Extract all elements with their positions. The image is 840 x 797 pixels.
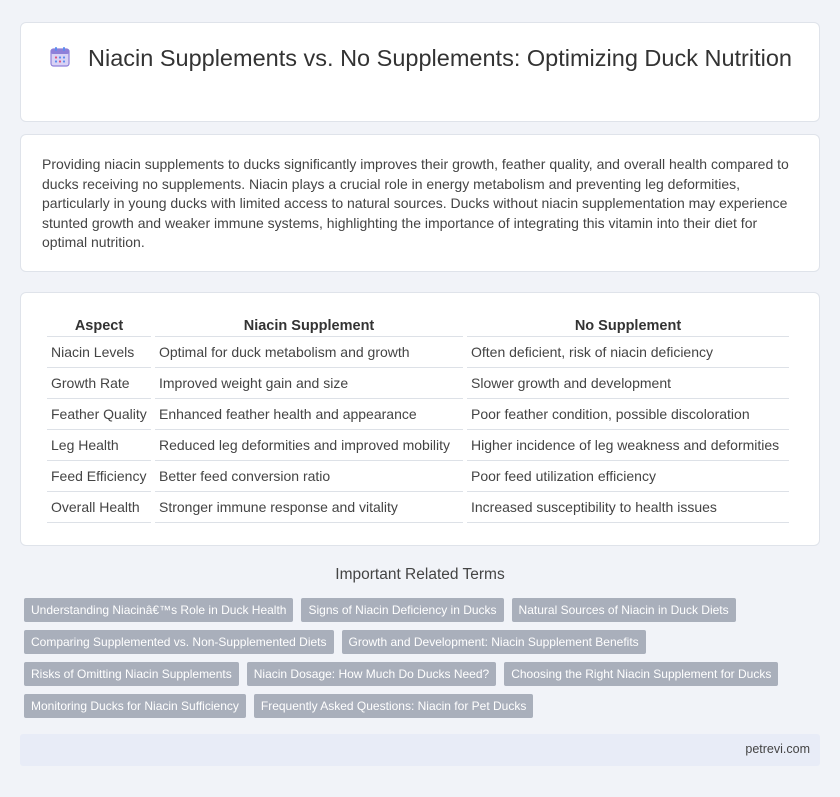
table-cell: Higher incidence of leg weakness and deformities [467,430,789,461]
related-terms-heading: Important Related Terms [335,566,505,583]
title-row [21,43,819,73]
table-row [47,368,789,399]
table-cell: Poor feed utilization efficiency [467,461,789,492]
table-row [47,430,789,461]
column-header-aspect: Aspect [47,315,151,337]
table-row [47,492,789,523]
title-card [20,22,820,122]
calendar-icon [48,45,72,69]
footer-bar [20,734,820,766]
table-cell: Enhanced feather health and appearance [155,399,463,430]
table-row [47,461,789,492]
page-title: Niacin Supplements vs. No Supplements: Optimizing Duck Nutrition [88,45,792,71]
table-cell: Growth Rate [47,368,151,399]
table-cell: Poor feather condition, possible discoloration [467,399,789,430]
table-cell: Niacin Levels [47,337,151,368]
table-row [47,337,789,368]
comparison-table [43,315,793,523]
table-cell: Leg Health [47,430,151,461]
table-cell: Often deficient, risk of niacin deficiency [467,337,789,368]
table-header-row [47,315,789,337]
column-header-niacin-supplement: Niacin Supplement [155,315,463,337]
related-term-link[interactable]: Natural Sources of Niacin in Duck Diets [512,598,736,622]
related-term-link[interactable]: Risks of Omitting Niacin Supplements [24,662,239,686]
related-term-link[interactable]: Understanding Niacinâ€™s Role in Duck Health [24,598,293,622]
related-terms-list [24,598,804,718]
table-cell: Feed Efficiency [47,461,151,492]
table-cell: Better feed conversion ratio [155,461,463,492]
intro-card [20,134,820,272]
related-term-link[interactable]: Frequently Asked Questions: Niacin for Pet Ducks [254,694,533,718]
table-cell: Optimal for duck metabolism and growth [155,337,463,368]
comparison-card [20,292,820,546]
table-cell: Reduced leg deformities and improved mobility [155,430,463,461]
column-header-no-supplement: No Supplement [467,315,789,337]
site-name[interactable]: petrevi.com [745,742,810,756]
table-cell: Feather Quality [47,399,151,430]
table-cell: Increased susceptibility to health issues [467,492,789,523]
related-term-link[interactable]: Niacin Dosage: How Much Do Ducks Need? [247,662,496,686]
table-cell: Stronger immune response and vitality [155,492,463,523]
table-cell: Improved weight gain and size [155,368,463,399]
related-term-link[interactable]: Choosing the Right Niacin Supplement for Ducks [504,662,778,686]
related-term-link[interactable]: Growth and Development: Niacin Supplement Benefits [342,630,646,654]
table-row [47,399,789,430]
table-cell: Overall Health [47,492,151,523]
related-term-link[interactable]: Monitoring Ducks for Niacin Sufficiency [24,694,246,718]
related-term-link[interactable]: Comparing Supplemented vs. Non-Supplemented Diets [24,630,334,654]
intro-paragraph: Providing niacin supplements to ducks significantly improves their growth, feather quality, and overall health compared to ducks receiving no supplements. Niacin plays a crucial role in energy metabolism and preventing leg deformities, particularly in young ducks with limited access to natural sources. Ducks without niacin supplementation may experience stunted growth and weaker immune systems, highlighting the importance of integrating this vitamin into their diet for optimal nutrition. [42,156,789,251]
related-term-link[interactable]: Signs of Niacin Deficiency in Ducks [301,598,503,622]
table-cell: Slower growth and development [467,368,789,399]
